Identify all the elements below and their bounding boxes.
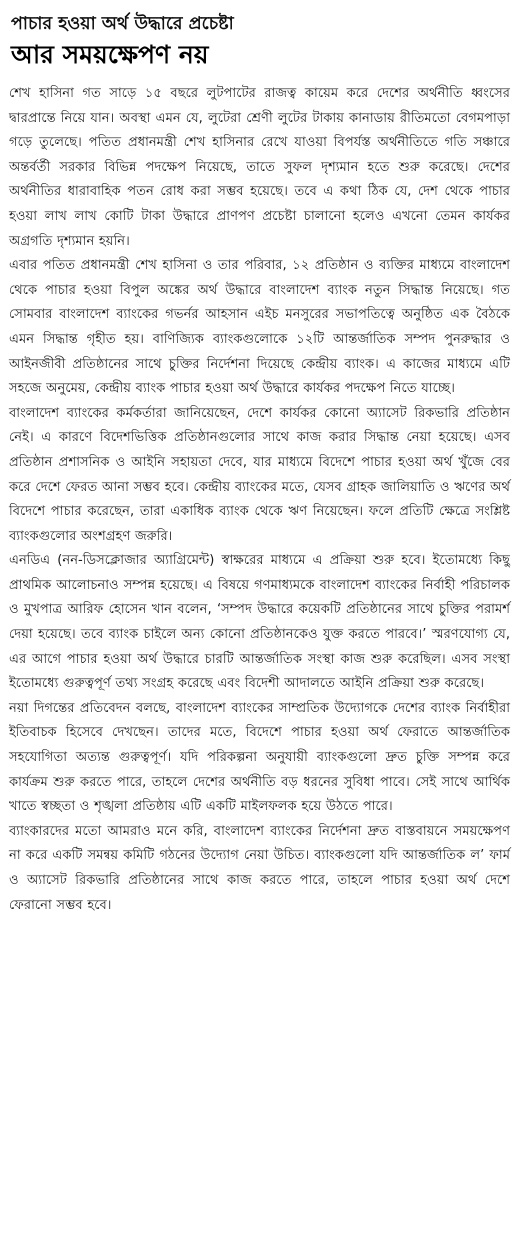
article-headline: আর সময়ক্ষেপণ নয়: [11, 40, 209, 69]
article-paragraph: নয়া দিগন্তের প্রতিবেদন বলছে, বাংলাদেশ ব্যাংকের সাম্প্রতিক উদ্যোগকে দেশের ব্যাংক নির্বাহীরা ইতিবাচক হিসেবে দেখছেন। তাদের মতে, বিদেশে পাচার হওয়া অর্থ ফেরাতে আন্তর্জাতিক সহযোগিতা অত্যন্ত গুরুত্বপূর্ণ। যদি পরিকল্পনা অনুযায়ী ব্যাংকগুলো দ্রুত চুক্তি সম্পন্ন করে কার্যক্রম শুরু করতে পারে, তাহলে দেশের অর্থনীতি বড় ধরনের সুবিধা পাবে। সেই সাথে আর্থিক খাতে স্বচ্ছতা ও শৃঙ্খলা প্রতিষ্ঠায় এটি একটি মাইলফলক হয়ে উঠতে পারে।: [9, 700, 510, 815]
article-paragraph: এবার পতিত প্রধানমন্ত্রী শেখ হাসিনা ও তার পরিবার, ১২ প্রতিষ্ঠান ও ব্যক্তির মাধ্যমে বাংলাদেশ থেকে পাচার হওয়া বিপুল অঙ্কের অর্থ উদ্ধারে বাংলাদেশ ব্যাংক নতুন সিদ্ধান্ত নিয়েছে। গত সোমবার বাংলাদেশ ব্যাংকের গভর্নর আহসান এইচ মনসুরের সভাপতিত্বে অনুষ্ঠিত এক বৈঠকে এমন সিদ্ধান্ত গৃহীত হয়। বাণিজ্যিক ব্যাংকগুলোকে ১২টি আন্তর্জাতিক সম্পদ পুনরুদ্ধার ও আইনজীবী প্রতিষ্ঠানের সাথে চুক্তির নির্দেশনা দিয়েছে কেন্দ্রীয় ব্যাংক। এ কাজের মাধ্যমে এটি সহজে অনুমেয়, কেন্দ্রীয় ব্যাংক পাচার হওয়া অর্থ উদ্ধারে কার্যকর পদক্ষেপ নিতে যাচ্ছে।: [9, 258, 510, 397]
article-paragraph: এনডিএ (নন-ডিসক্লোজার অ্যাগ্রিমেন্ট) স্বাক্ষরের মাধ্যমে এ প্রক্রিয়া শুরু হবে। ইতোমধ্যে কিছু প্রাথমিক আলোচনাও সম্পন্ন হয়েছে। এ বিষয়ে গণমাধ্যমকে বাংলাদেশ ব্যাংকের নির্বাহী পরিচালক ও মুখপাত্র আরিফ হোসেন খান বলেন, ‘সম্পদ উদ্ধারে কয়েকটি প্রতিষ্ঠানের সাথে চুক্তির পরামর্শ দেয়া হয়েছে। তবে ব্যাংক চাইলে অন্য কোনো প্রতিষ্ঠানকেও যুক্ত করতে পারবে।’ স্মরণযোগ্য যে, এর আগে পাচার হওয়া অর্থ উদ্ধারে চারটি আন্তর্জাতিক সংস্থা কাজ শুরু করেছিল। এসব সংস্থা ইতোমধ্যে গুরুত্বপূর্ণ তথ্য সংগ্রহ করেছে এবং বিদেশী আদালতে আইনি প্রক্রিয়া শুরু করেছে।: [9, 553, 510, 692]
article-body: [9, 82, 510, 918]
article-paragraph: ব্যাংকারদের মতো আমরাও মনে করি, বাংলাদেশ ব্যাংকের নির্দেশনা দ্রুত বাস্তবায়নে সময়ক্ষেপণ না করে একটি সমন্বয় কমিটি গঠনের উদ্যোগ নেয়া উচিত। ব্যাংকগুলো যদি আন্তর্জাতিক ল’ ফার্ম ও অ্যাসেট রিকভারি প্রতিষ্ঠানের সাথে কাজ করতে পারে, তাহলে পাচার হওয়া অর্থ দেশে ফেরানো সম্ভব হবে।: [9, 823, 510, 913]
article-kicker: পাচার হওয়া অর্থ উদ্ধারে প্রচেষ্টা: [11, 14, 234, 34]
article-paragraph: শেখ হাসিনা গত সাড়ে ১৫ বছরে লুটপাটের রাজত্ব কায়েম করে দেশের অর্থনীতি ধ্বংসের দ্বারপ্রান্তে নিয়ে যান। অবস্থা এমন যে, লুটেরা শ্রেণী লুটের টাকায় কানাডায় রীতিমতো বেগমপাড়া গড়ে তুলেছে। পতিত প্রধানমন্ত্রী শেখ হাসিনার রেখে যাওয়া বিপর্যস্ত অর্থনীতিতে গতি সঞ্চারে অন্তর্বর্তী সরকার বিভিন্ন পদক্ষেপ নিয়েছে, তাতে সুফল দৃশ্যমান হতে শুরু করেছে। দেশের অর্থনীতির ধারাবাহিক পতন রোধ করা সম্ভব হয়েছে। তবে এ কথা ঠিক যে, দেশ থেকে পাচার হওয়া লাখ লাখ কোটি টাকা উদ্ধারে প্রাণপণ প্রচেষ্টা চালানো হলেও এখনো তেমন কার্যকর অগ্রগতি দৃশ্যমান হয়নি।: [9, 86, 510, 249]
article-paragraph: বাংলাদেশ ব্যাংকের কর্মকর্তারা জানিয়েছেন, দেশে কার্যকর কোনো অ্যাসেট রিকভারি প্রতিষ্ঠান নেই। এ কারণে বিদেশভিত্তিক প্রতিষ্ঠানগুলোর সাথে কাজ করার সিদ্ধান্ত নেয়া হয়েছে। এসব প্রতিষ্ঠান প্রশাসনিক ও আইনি সহায়তা দেবে, যার মাধ্যমে বিদেশে পাচার হওয়া অর্থ খুঁজে বের করে দেশে ফেরত আনা সম্ভব হবে। কেন্দ্রীয় ব্যাংকের মতে, যেসব গ্রাহক জালিয়াতি ও ঋণের অর্থ বিদেশে পাচার করেছেন, তারা একাধিক ব্যাংক থেকে ঋণ নিয়েছেন। ফলে প্রতিটি ক্ষেত্রে সংশ্লিষ্ট ব্যাংকগুলোর অংশগ্রহণ জরুরি।: [9, 405, 510, 544]
